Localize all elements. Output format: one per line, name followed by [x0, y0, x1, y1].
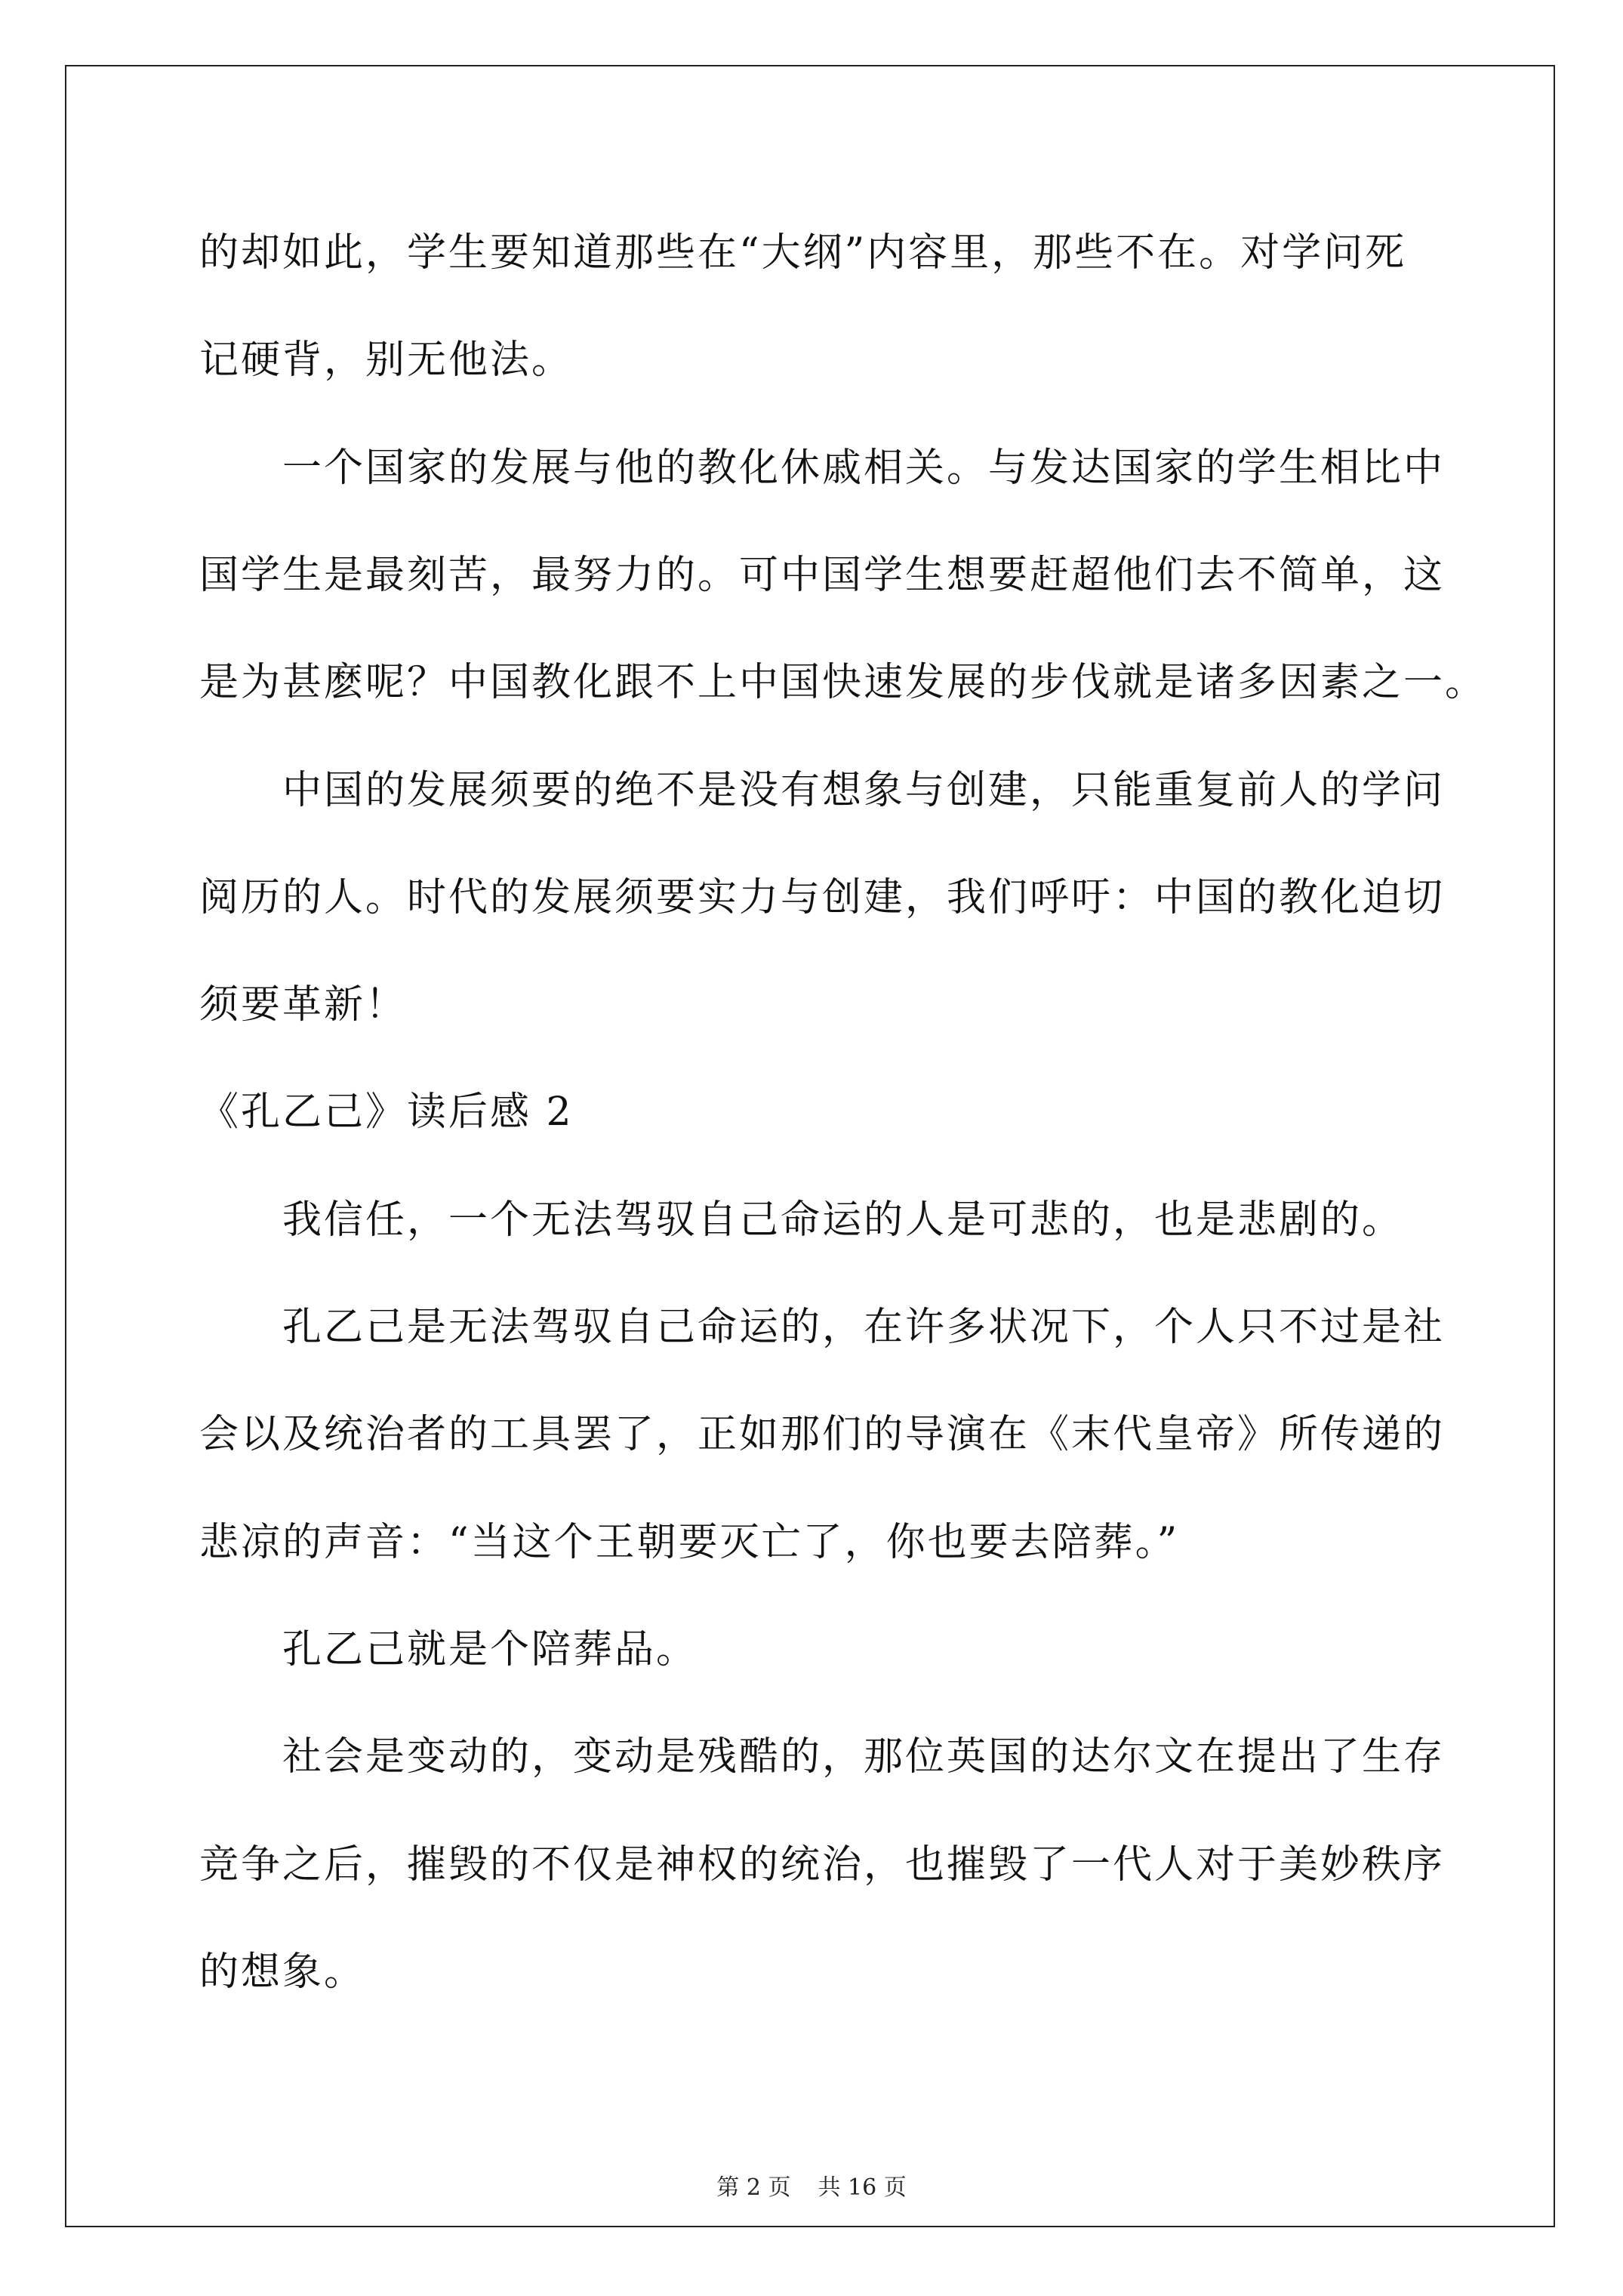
- paragraph-line: 是为甚麽呢？中国教化跟不上中国快速发展的步伐就是诸多因素之一。: [199, 660, 1487, 705]
- paragraph-line: 记硬背，别无他法。: [199, 337, 574, 383]
- paragraph-line: 孔乙己是无法驾驭自己命运的，在许多状况下，个人只不过是社: [282, 1305, 1446, 1350]
- paragraph-line: 的想象。: [199, 1949, 366, 1995]
- paragraph-line: 一个国家的发展与他的教化休戚相关。与发达国家的学生相比中: [282, 445, 1446, 491]
- paragraph-line: 悲凉的声音：“当这个王朝要灭亡了，你也要去陪葬。”: [199, 1520, 1180, 1565]
- paragraph-line: 的却如此，学生要知道那些在“大纲”内容里，那些不在。对学问死: [199, 230, 1407, 276]
- paragraph-line: 会以及统治者的工具罢了，正如那们的导演在《末代皇帝》所传递的: [199, 1412, 1446, 1457]
- page-border: [65, 65, 1555, 2227]
- paragraph-line: 竞争之后，摧毁的不仅是神权的统治，也摧毁了一代人对于美妙秩序: [199, 1842, 1446, 1888]
- page-total: 共 16 页: [818, 2174, 907, 2201]
- paragraph-line: 须要革新！: [199, 982, 408, 1028]
- paragraph-line: 国学生是最刻苦，最努力的。可中国学生想要赶超他们去不简单，这: [199, 553, 1446, 598]
- page-footer: [0, 2174, 1623, 2202]
- paragraph-line: 阅历的人。时代的发展须要实力与创建，我们呼吁：中国的教化迫切: [199, 875, 1446, 920]
- paragraph-line: 我信任，一个无法驾驭自己命运的人是可悲的，也是悲剧的。: [282, 1197, 1404, 1243]
- paragraph-line: 社会是变动的，变动是残酷的，那位英国的达尔文在提出了生存: [282, 1734, 1446, 1780]
- paragraph-line: 中国的发展须要的绝不是没有想象与创建，只能重复前人的学问: [282, 768, 1446, 813]
- page-number: 第 2 页: [716, 2174, 791, 2201]
- paragraph-line: 孔乙己就是个陪葬品。: [282, 1627, 698, 1672]
- section-heading: 《孔乙己》读后感 2: [199, 1089, 574, 1135]
